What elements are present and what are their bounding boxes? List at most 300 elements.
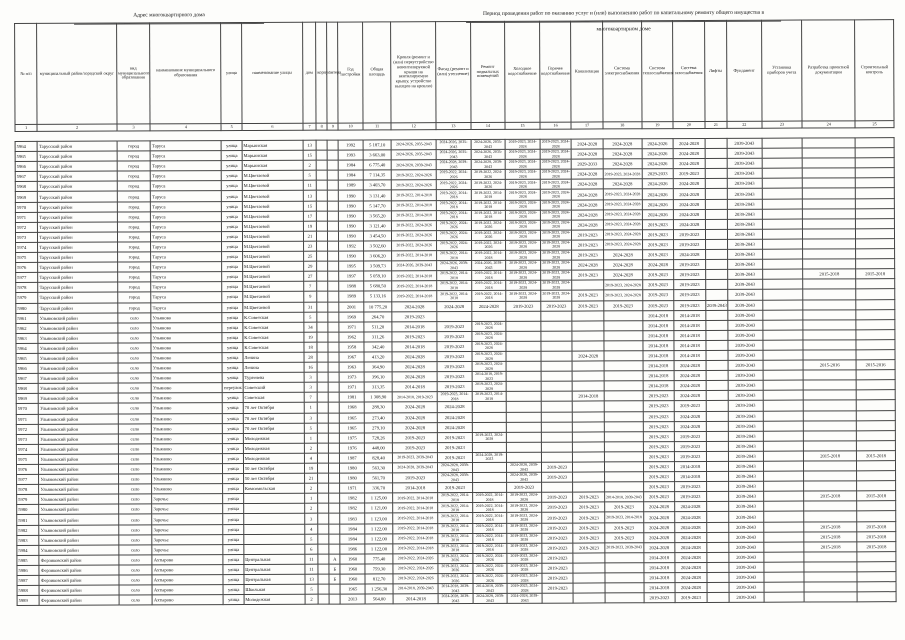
table-cell: 2019-2023 <box>643 472 675 482</box>
table-cell: 50 лет Октября <box>243 463 304 473</box>
table-cell: 2019-2022, 2024-2026 <box>471 220 506 230</box>
table-cell: 2013 <box>341 594 365 604</box>
table-cell: 2024-2028 <box>437 422 472 432</box>
column-header: Лифты <box>704 20 727 121</box>
table-cell: Заречье <box>152 534 223 544</box>
table-cell <box>804 562 857 572</box>
column-header: улица <box>221 23 242 124</box>
table-cell: 15 <box>303 201 316 211</box>
table-cell: 2014-2018 <box>642 320 674 330</box>
table-cell: улица <box>222 322 242 332</box>
table-cell: 2019-2023 <box>393 432 438 442</box>
period-group-header: Период проведения работ по оказанию услуг и (или) выполнению работ по капитальному ремонту общего имущества в многоквартирном доме <box>466 5 781 23</box>
table-cell: 2019-2023 <box>542 513 574 523</box>
table-cell <box>604 411 643 421</box>
table-cell: 511,20 <box>364 322 393 332</box>
table-cell: 2014-2018 <box>644 583 676 593</box>
table-cell: Ахтырово <box>152 585 223 595</box>
table-header <box>14 19 894 132</box>
table-cell: 2024-2028 <box>643 532 675 542</box>
table-cell: 2039-2043 <box>729 582 764 592</box>
table-cell: 2019-2023 <box>542 563 574 573</box>
table-cell: 13 <box>305 574 318 584</box>
table-cell: 5974 <box>16 444 38 454</box>
table-cell: 3 565,20 <box>363 211 392 221</box>
table-cell <box>318 544 329 554</box>
table-cell: Ленина <box>243 362 304 372</box>
table-cell: 2039-2043 <box>728 350 763 360</box>
table-cell <box>472 483 507 493</box>
table-cell: 3 <box>304 413 317 423</box>
column-number: 1 <box>15 124 37 131</box>
table-cell: 2015-2018 <box>857 451 896 461</box>
table-cell: 2019-2023 <box>675 593 707 603</box>
table-cell: 2019-2023 <box>542 573 574 583</box>
table-cell: село <box>118 363 152 373</box>
table-cell <box>316 140 327 150</box>
table-cell: улица <box>223 453 243 463</box>
table-cell <box>706 532 728 542</box>
table-cell: 2024-2028 <box>603 250 642 260</box>
table-cell: 2039-2043 <box>727 189 762 199</box>
table-cell <box>857 471 896 481</box>
table-cell: 311,26 <box>364 332 393 342</box>
table-cell: 2039-2043 <box>728 441 763 451</box>
table-cell: Центральная <box>244 564 305 574</box>
table-cell <box>541 361 573 371</box>
table-cell: улица <box>222 262 242 272</box>
table-cell <box>472 472 507 482</box>
table-cell: 1976 <box>340 443 364 453</box>
table-cell <box>763 390 804 400</box>
table-cell: 2019-2023, 2014-2018 <box>472 392 507 402</box>
table-cell: Ульяново <box>152 484 223 494</box>
table-cell: 1982 <box>340 503 364 513</box>
table-cell: Марьинская <box>242 140 303 150</box>
table-cell: К.Советская <box>243 332 304 342</box>
table-cell <box>604 381 643 391</box>
table-cell: 2019-2023, 2024-2028 <box>506 291 541 301</box>
table-cell: 2019-2023 <box>438 452 473 462</box>
table-cell: 50 лет Октября <box>243 473 304 483</box>
table-cell: М.Цветаевой <box>242 221 303 231</box>
table-cell: 5969 <box>15 192 37 202</box>
table-cell: 2019-2023 <box>573 522 605 532</box>
table-cell: 288,30 <box>364 402 393 412</box>
table-cell: Таруса <box>150 151 221 161</box>
table-cell: 2019-2022, 2014-2018 <box>437 271 472 281</box>
table-cell <box>705 310 727 320</box>
table-cell: 2039-2043 <box>727 148 762 158</box>
table-cell <box>318 554 329 564</box>
table-cell: Таруса <box>151 201 222 211</box>
table-cell: 2024-2028 <box>571 149 603 159</box>
column-number: 15 <box>505 122 540 129</box>
table-cell <box>763 552 804 562</box>
table-cell: 2014-2018, 2019-2023 <box>472 372 507 382</box>
table-cell: 1971 <box>340 483 364 493</box>
table-cell: 2024-2026 <box>642 139 674 149</box>
table-cell: 2019-2022, 2024-2026 <box>437 220 472 230</box>
table-cell: Ферзиковский район <box>39 595 118 605</box>
table-cell: 2019-2022, 2014-2018 <box>393 543 438 553</box>
table-cell <box>573 462 605 472</box>
table-cell: Ульяновский район <box>39 383 118 393</box>
table-cell <box>328 221 339 231</box>
table-cell <box>328 241 339 251</box>
table-cell: 2019-2022, 2024-2026 <box>438 563 473 573</box>
table-cell <box>328 352 339 362</box>
table-cell <box>762 148 803 158</box>
table-cell: 2019-2022, 2024-2026 <box>392 231 437 241</box>
table-cell <box>506 361 541 371</box>
table-cell: 2019-2023 <box>573 502 605 512</box>
table-cell: 2019-2022, 2014-2018 <box>393 513 438 523</box>
column-number: 23 <box>762 121 803 128</box>
table-cell <box>803 259 856 269</box>
table-cell: 2019-2023, 2024-2028 <box>472 341 507 351</box>
table-cell <box>572 331 604 341</box>
table-cell <box>572 321 604 331</box>
table-cell: 2039-2043 <box>728 310 763 320</box>
table-cell: К.Советская <box>243 312 304 322</box>
table-cell <box>706 492 728 502</box>
table-cell: 1 125,00 <box>364 493 393 503</box>
table-cell: Таруса <box>151 292 222 302</box>
table-cell: 1989 <box>339 180 363 190</box>
table-cell: 2019-2023, 2024-2028 <box>507 492 542 502</box>
table-cell: 2019-2023 <box>392 331 437 341</box>
table-cell: 13 <box>303 140 316 150</box>
table-cell <box>705 260 727 270</box>
table-cell: улица <box>223 443 243 453</box>
table-cell: 34 <box>304 322 317 332</box>
table-cell: город <box>117 272 151 282</box>
table-cell: 2019-2023, 2024-2028 <box>542 210 570 219</box>
table-cell: 2019-2023 <box>542 523 574 533</box>
table-cell: 1 122,00 <box>365 534 394 544</box>
table-cell <box>317 433 328 443</box>
table-cell <box>329 443 340 453</box>
table-cell: улица <box>222 332 242 342</box>
table-cell: 2019-2023, 2024-2028 <box>506 190 541 200</box>
table-cell: улица <box>223 494 243 504</box>
table-cell <box>605 583 644 593</box>
table-cell: улица <box>222 141 242 151</box>
table-cell <box>329 433 340 443</box>
table-cell: 2019-2022, 2024-2026 <box>392 220 437 230</box>
table-cell <box>605 593 644 603</box>
table-cell: 2019-2023 <box>507 482 542 492</box>
table-cell: 2019-2023, 2024-2028 <box>472 382 507 392</box>
table-cell <box>573 593 605 603</box>
table-cell: село <box>119 565 153 575</box>
table-cell: 2019-2023 <box>393 473 438 483</box>
table-cell: 5980 <box>17 505 39 515</box>
table-cell: 11 <box>305 564 318 574</box>
table-cell: 2014-2018 <box>642 330 674 340</box>
table-cell: Тарусский район <box>38 192 117 202</box>
table-cell: Таруса <box>151 181 222 191</box>
table-cell: 2014-2018 <box>674 350 706 360</box>
table-cell <box>706 552 728 562</box>
table-cell: Ульяново <box>151 332 222 342</box>
table-cell <box>317 281 328 291</box>
table-cell: Заречье <box>152 524 223 534</box>
table-cell: село <box>118 454 152 464</box>
table-cell: Ульяново <box>152 413 223 423</box>
table-cell: 3 <box>305 514 318 524</box>
table-cell <box>855 148 894 158</box>
table-cell: 5962 <box>16 323 38 333</box>
table-cell: Тарусский район <box>38 171 117 181</box>
table-cell: Марьинская <box>242 150 303 160</box>
table-cell: Ульяновский район <box>38 343 117 353</box>
table-cell: 2039-2043 <box>729 532 764 542</box>
table-cell: улица <box>223 524 243 534</box>
table-cell: 2024-2028 <box>674 411 706 421</box>
table-cell <box>572 341 604 351</box>
table-cell: Ферзиковский район <box>39 585 118 595</box>
table-cell: 5972 <box>16 424 38 434</box>
table-cell: 2019-2023 <box>542 543 574 553</box>
table-cell: 2024-2028 <box>437 412 472 422</box>
table-cell: 1990 <box>339 221 363 231</box>
table-cell: 2019-2023, 2024-2028 <box>541 190 570 199</box>
table-cell <box>804 481 857 491</box>
table-cell: 3 606,20 <box>363 251 392 261</box>
table-cell <box>573 422 605 432</box>
table-cell <box>328 362 339 372</box>
table-cell: 5973 <box>16 434 38 444</box>
table-cell: 2039-2043 <box>728 380 763 390</box>
table-cell <box>329 514 340 524</box>
table-cell: 1990 <box>339 201 363 211</box>
table-cell: Ульяновский район <box>39 414 118 424</box>
table-cell: 775,40 <box>365 554 394 564</box>
table-cell <box>803 299 856 309</box>
table-cell: 2019-2023, 2014-2018 <box>437 392 472 402</box>
table-cell: село <box>118 474 152 484</box>
table-cell: 4 <box>305 524 318 534</box>
table-cell <box>318 514 329 524</box>
table-cell: 2019-2023 <box>674 441 706 451</box>
table-cell: 2019-2022, 2024-2026 <box>393 553 438 563</box>
table-cell: 2024-2028 <box>675 583 707 593</box>
table-cell: село <box>118 524 152 534</box>
table-cell <box>803 380 856 390</box>
table-cell: 1984 <box>339 160 363 170</box>
table-cell <box>506 341 541 351</box>
table-cell: 2024-2028 <box>572 220 604 230</box>
table-cell: Таруса <box>151 282 222 292</box>
table-cell: 2024-2028 <box>393 412 438 422</box>
table-cell <box>318 534 329 544</box>
table-cell: село <box>118 434 152 444</box>
table-cell <box>541 452 573 462</box>
table-cell: 2024-2028 <box>604 270 643 280</box>
table-cell <box>706 451 728 461</box>
table-cell: 5977 <box>17 474 39 484</box>
table-cell: Тарусский район <box>38 202 117 212</box>
table-cell <box>317 312 328 322</box>
table-cell: 5976 <box>16 464 38 474</box>
table-cell: 2024-2028 <box>392 362 437 372</box>
table-cell: 5971 <box>15 212 37 222</box>
table-cell: улица <box>222 201 242 211</box>
table-cell: переулок <box>223 383 243 393</box>
table-cell: 2019-2022, 2014-2018 <box>392 190 437 200</box>
table-cell: 2019-2022, 2024-2026 <box>436 170 471 180</box>
table-cell: 2014-2018 <box>644 573 676 583</box>
table-cell: 2019-2023 <box>604 300 643 310</box>
table-cell <box>604 482 643 492</box>
table-cell: Ульяновский район <box>39 403 118 413</box>
table-cell <box>604 351 643 361</box>
table-cell <box>317 392 328 402</box>
table-cell: 2019-2022, 2024-2026 <box>392 241 437 251</box>
table-cell: М.Цветаевой <box>242 211 303 221</box>
table-cell: Ульяновский район <box>38 313 117 323</box>
table-cell: Тарусский район <box>38 151 117 161</box>
table-cell: село <box>118 323 152 333</box>
table-cell: 5 133,16 <box>364 291 393 301</box>
table-cell <box>804 572 857 582</box>
table-cell: 2019-2022, 2014-2018 <box>471 200 506 210</box>
table-cell: 2019-2023 <box>437 442 472 452</box>
table-cell: 2019-2023 <box>674 229 706 239</box>
table-cell: Молодежная <box>243 433 304 443</box>
table-cell: 564,00 <box>365 594 394 604</box>
table-cell: 2019-2022, 2014-2018 <box>437 251 472 261</box>
table-cell: 5 <box>304 312 317 322</box>
table-cell <box>804 461 857 471</box>
table-cell: 2019-2022, 2014-2018 <box>392 271 437 281</box>
table-cell: 2024-2028 <box>437 301 472 311</box>
table-cell: 5975 <box>16 252 38 262</box>
table-cell: 2024-2028 <box>603 139 642 149</box>
table-cell <box>506 321 541 331</box>
table-cell: 2019-2023 <box>437 382 472 392</box>
table-cell: 5966 <box>15 162 37 172</box>
table-cell <box>706 522 728 532</box>
table-cell <box>472 442 507 452</box>
table-cell: 2019-2023, 2024-2028 <box>541 169 570 179</box>
table-cell: Ульяновский район <box>38 333 117 343</box>
table-cell: село <box>118 383 152 393</box>
table-cell: 5961 <box>16 313 38 323</box>
column-header: Разработка проектной документации <box>802 20 855 121</box>
table-cell: 5971 <box>16 414 38 424</box>
table-cell <box>763 441 804 451</box>
table-cell <box>856 350 895 360</box>
table-cell: улица <box>222 352 242 362</box>
table-cell: 2039-2043 <box>728 431 763 441</box>
table-cell: улица <box>223 403 243 413</box>
table-cell: Ульяновский район <box>39 545 118 555</box>
table-cell: 5982 <box>17 525 39 535</box>
table-cell <box>541 371 573 381</box>
table-cell: 5975 <box>16 454 38 464</box>
table-cell <box>316 201 327 211</box>
table-cell: 2019-2023 <box>437 321 472 331</box>
table-cell: 2039-2043 <box>728 320 763 330</box>
table-cell: 2019-2022, 2014-2018 <box>392 251 437 261</box>
table-cell: 2019-2022, 2014-2018 <box>437 281 472 291</box>
table-cell: М.Цветаевой <box>242 271 303 281</box>
table-cell <box>763 542 804 552</box>
table-cell: 21 <box>304 473 317 483</box>
table-cell: 2019-2023, 2024-2028 <box>506 230 541 240</box>
table-cell <box>542 593 574 603</box>
table-cell <box>471 311 506 321</box>
table-cell: 2019-2023 <box>437 362 472 372</box>
table-cell: 2024-2028, 2039-2043 <box>507 472 542 482</box>
table-cell: А <box>329 554 340 564</box>
table-cell: 2019-2023 <box>605 502 644 512</box>
table-cell <box>327 150 338 160</box>
table-cell: улица <box>222 282 242 292</box>
table-cell <box>763 481 804 491</box>
table-cell <box>317 362 328 372</box>
table-cell: 2019-2023 <box>642 300 674 310</box>
table-cell: М.Цветаевой <box>242 191 303 201</box>
table-cell <box>327 140 338 150</box>
table-cell: 279,10 <box>364 422 393 432</box>
table-cell: Ульяновский район <box>38 363 117 373</box>
table-cell: город <box>117 292 151 302</box>
table-cell <box>705 189 727 199</box>
table-cell <box>856 420 895 430</box>
table-cell: 2019-2022, 2024-2026 <box>473 553 508 563</box>
table-cell: 2024-2028 <box>675 562 707 572</box>
table-cell: 2019-2022, 2014-2018 <box>438 503 473 513</box>
table-cell <box>803 309 856 319</box>
table-cell <box>764 592 805 602</box>
table-cell: 2024-2028 <box>674 381 706 391</box>
table-cell <box>705 249 727 259</box>
table-cell: Тарусский район <box>38 262 117 272</box>
table-cell <box>329 463 340 473</box>
table-cell <box>856 299 895 309</box>
table-cell: 2024-2028, 2039-2043 <box>438 473 473 483</box>
table-cell <box>802 168 855 178</box>
table-cell: 1958 <box>339 342 363 352</box>
table-cell: 1965 <box>340 413 364 423</box>
table-cell: улица <box>222 191 242 201</box>
column-number: 10 <box>338 123 362 130</box>
table-cell: 1995 <box>339 261 363 271</box>
table-cell: 2014-2018, 2039-2043 <box>438 584 473 594</box>
table-cell <box>316 150 327 160</box>
column-number: 16 <box>540 122 572 129</box>
table-cell: 2019-2023 <box>643 391 675 401</box>
table-cell: 2024-2028 <box>392 352 437 362</box>
table-cell: 2019-2022, 2014-2018 <box>436 190 471 200</box>
table-cell <box>541 412 573 422</box>
table-cell: 2024-2026, 2035-2043 <box>391 150 436 160</box>
table-cell: 2019-2023 <box>437 341 472 351</box>
table-cell: 2024-2028 <box>572 169 604 179</box>
table-cell <box>763 340 804 350</box>
table-cell: улица <box>222 312 242 322</box>
table-cell: 2019-2022, 2024-2026 <box>438 553 473 563</box>
table-cell: 2014-2018, 2039-2043 <box>473 583 508 593</box>
table-cell <box>572 381 604 391</box>
column-number: 2 <box>37 124 116 131</box>
table-cell <box>604 331 643 341</box>
table-cell: 2014-2018 <box>392 342 437 352</box>
